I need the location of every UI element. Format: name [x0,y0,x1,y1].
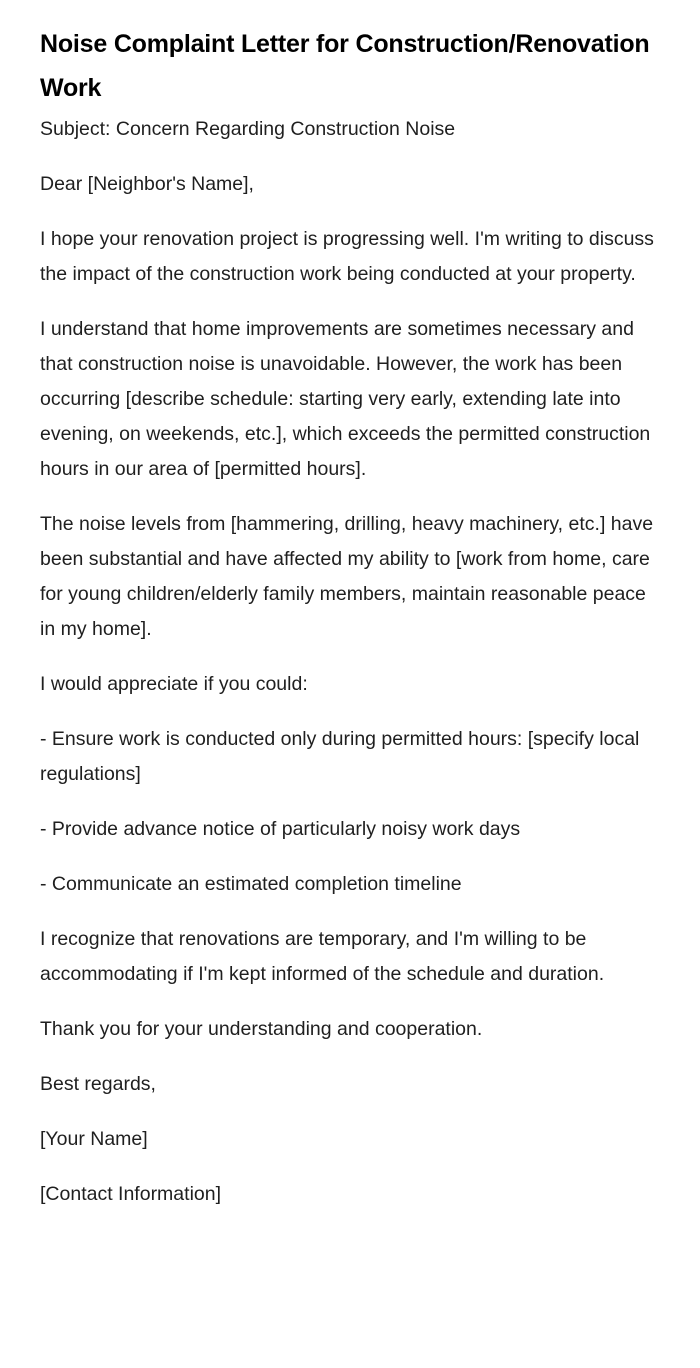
paragraph-accommodation: I recognize that renovations are temporary, and I'm willing to be accommodating if I'm kept informed of the schedule and duration. [40,928,605,985]
request-item-hours: - Ensure work is conducted only during permitted hours: [specify local regulations] [40,728,640,785]
letter-title: Noise Complaint Letter for Construction/Renovation Work [40,30,650,102]
paragraph-impact: The noise levels from [hammering, drilling, heavy machinery, etc.] have been substantial and have affected my ability to [work from home, care for young children/elderly family members, maintain reasonable peace in my home]. [40,513,654,640]
request-item-notice: - Provide advance notice of particularly noisy work days [40,818,521,840]
letter-sign-off: Best regards, [40,1073,156,1095]
letter-subject: Subject: Concern Regarding Construction Noise [40,118,456,140]
paragraph-thanks: Thank you for your understanding and cooperation. [40,1018,483,1040]
paragraph-intro: I hope your renovation project is progressing well. I'm writing to discuss the impact of the construction work being conducted at your property. [40,228,654,285]
signature-name: [Your Name] [40,1128,148,1150]
paragraph-request-lead: I would appreciate if you could: [40,673,308,695]
signature-contact: [Contact Information] [40,1183,222,1205]
request-item-timeline: - Communicate an estimated completion timeline [40,873,462,895]
paragraph-schedule: I understand that home improvements are sometimes necessary and that construction noise is unavoidable. However, the work has been occurring [describe schedule: starting very early, extending late into evening, on weekends, etc.], which exceeds the permitted construction hours in our area of [permitted hours]. [40,318,651,480]
letter-salutation: Dear [Neighbor's Name], [40,173,254,195]
